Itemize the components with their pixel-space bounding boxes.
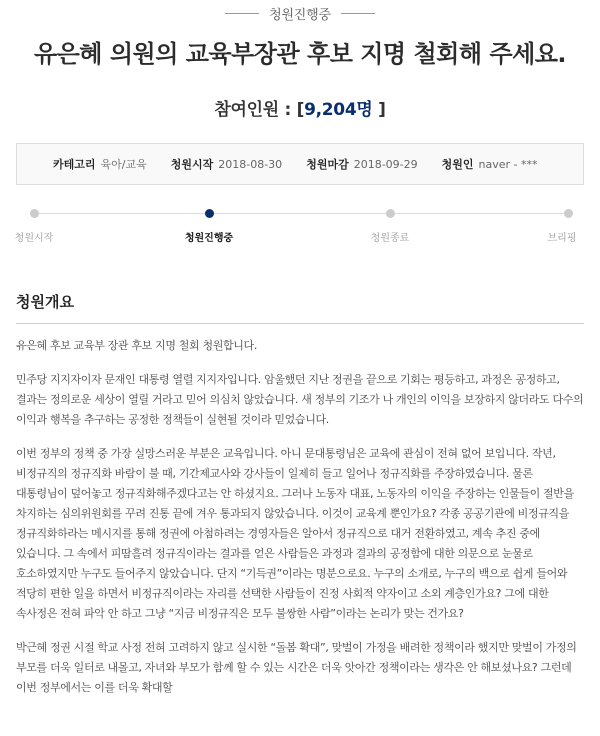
timeline-label-end: 청원종료	[370, 233, 410, 244]
petition-info-box	[16, 143, 584, 185]
section-title: 청원개요	[16, 291, 584, 324]
timeline-dot-start	[30, 209, 39, 218]
status-label: 청원진행중	[269, 7, 331, 23]
info-end-value: 2018-09-29	[353, 157, 418, 171]
info-start-label: 청원시작	[170, 158, 214, 171]
participant-suffix: ]	[372, 100, 386, 120]
participant-count	[0, 95, 600, 121]
info-start-value: 2018-08-30	[218, 157, 283, 171]
body-paragraph: 이번 정부의 정책 중 가장 실망스러운 부분은 교육입니다. 아니 문대통령님은 교육에 관심이 전혀 없어 보입니다. 작년, 비정규직의 정규직화 바람이 불 때, 기간제교사와 강사들이 일제히 들고 일어나 정규직화를 주장하였습니다. 물론 대통령님이 덮어놓고 정규직화해주겠다고는 안 하셨지요. 그러나 노동자 대표, 노동자의 이익을 주장하는 인물들이 절반을 차지하는 심의위원회를 꾸려 진통 끝에 겨우 통과되지 않았습니다. 이것이 교육계 뿐인가요? 각종 공공기관에 비정규직을 정규직화하라는 메시지를 통해 정권에 아첨하려는 경영자들은 알아서 정규직으로 대거 전환하였고, 계속 추진 중에 있습니다. 그 속에서 피땀흘려 정규직이라는 결과를 얻은 사람들은 과정과 결과의 공정함에 대한 의문으로 눈물로 호소하였지만 누구도 들어주지 않았습니다. 단지 “기득권”이라는 명분으로요. 누구의 소개로, 누구의 백으로 쉽게 들어와 적당히 편한 일을 하면서 비정규직이라는 자리를 선택한 사람들이 진정 사회적 약자이고 소외 계층인가요? 그에 대한 속사정은 전혀 파악 안 하고 그냥 “지금 비정규직은 모두 불쌍한 사람”이라는 논리가 맞는 건가요?	[16, 447, 574, 620]
info-category-value: 육아/교육	[100, 158, 147, 171]
petition-body	[16, 336, 584, 698]
info-category	[53, 156, 147, 172]
timeline-dot-end	[386, 209, 395, 218]
info-author	[442, 156, 538, 172]
timeline-label-progress: 청원진행중	[184, 233, 234, 244]
info-author-label: 청원인	[441, 158, 474, 171]
status-divider-right	[341, 13, 375, 14]
info-start	[171, 156, 282, 172]
info-category-label: 카테고리	[53, 158, 96, 171]
timeline-dot-progress	[205, 209, 214, 218]
info-end	[306, 156, 417, 172]
timeline-track	[34, 213, 570, 214]
status-divider-left	[225, 13, 259, 14]
participant-number: 9,204명	[304, 100, 373, 120]
timeline-label-briefing: 브리핑	[547, 233, 577, 244]
body-paragraph: 유은혜 후보 교육부 장관 후보 지명 철회 청원합니다.	[16, 339, 257, 352]
body-paragraph: 민주당 지지자이자 문재인 대통령 열렬 지지자입니다. 암울했던 지난 정권을 끝으로 기회는 평등하고, 과정은 공정하고, 결과는 정의로운 세상이 열릴 거라고 믿어 의심치 않았습니다. 새 정부의 기조가 나 개인의 이익을 보장하지 않더라도 다수의 이익과 행복을 추구하는 공정한 정책들이 실현될 것이라 믿었습니다.	[16, 373, 584, 426]
timeline-label-start: 청원시작	[14, 233, 54, 244]
status-row	[0, 0, 600, 26]
info-end-label: 청원마감	[306, 158, 349, 171]
info-author-value: naver - ***	[478, 157, 538, 171]
progress-timeline	[0, 203, 600, 253]
petition-title: 유은혜 의원의 교육부장관 후보 지명 철회해 주세요.	[33, 40, 567, 68]
body-paragraph: 박근혜 정권 시절 학교 사정 전혀 고려하지 않고 실시한 “돌봄 확대”, 맞벌이 가정을 배려한 정책이라 했지만 맞벌이 가정의 부모를 더욱 일터로 내몰고, 자녀와 부모가 함께 할 수 있는 시간은 더욱 앗아간 정책이라는 생각은 안 해보셨나요? 그런데 이번 정부에서는 이를 더욱 확대할	[16, 641, 577, 694]
participant-prefix: 참여인원 : [	[214, 100, 305, 120]
timeline-dot-briefing	[564, 209, 573, 218]
